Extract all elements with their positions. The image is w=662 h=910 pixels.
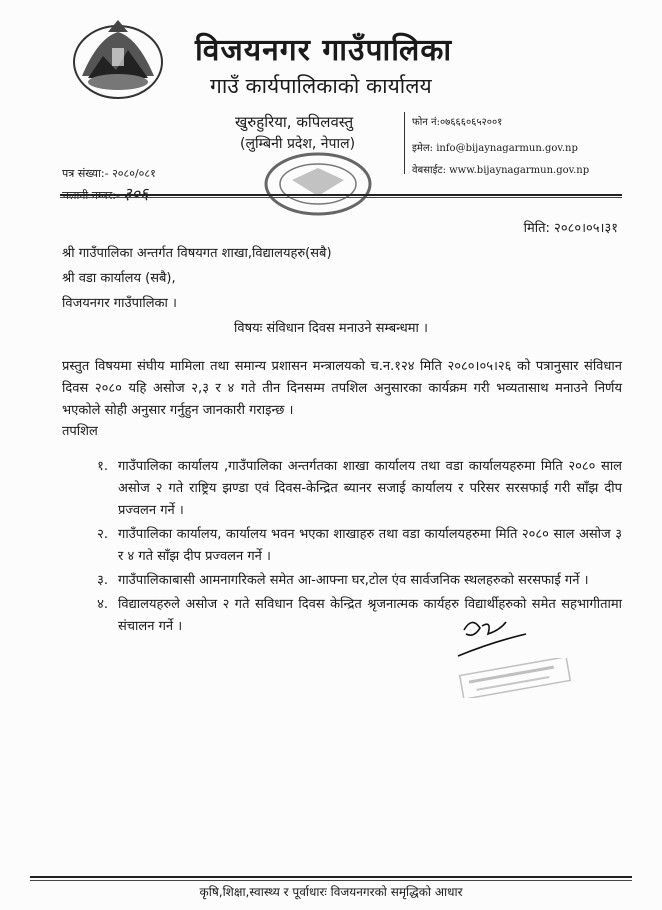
official-stamp-icon — [455, 658, 575, 702]
letter-body: प्रस्तुत विषयमा संघीय मामिला तथा समान्य प्रशासन मन्त्रालयको च.न.१२४ मिति २०८०।०५।२६ को पत्रानुसार संविधान दिवस २०८० यहि असोज २,३ र ४ गते तीन दिनसम्म तपशिल अनुसारका कार्यक्रम गरी भव्यतासाथ मनाउने निर्णय भएकोले सोही अनुसार गर्नुहुन जानकारी गराइन्छ । — [62, 359, 622, 418]
item-number: १. — [97, 459, 108, 474]
org-name: विजयनगर गाउँपालिका — [195, 33, 453, 68]
item-number: ४. — [97, 597, 108, 612]
letter-date: मिति: २०८०।०५।३१ — [523, 221, 618, 236]
dispatch-number-row — [62, 182, 148, 204]
dispatch-label: चलानी नम्बर:- — [62, 189, 120, 202]
office-location: खुरुहुरिया, कपिलवस्तु — [235, 113, 354, 131]
footer-rule — [30, 876, 632, 878]
office-seal-icon — [262, 150, 374, 222]
email-address: इमेल: info@bijaynagarmun.gov.np — [412, 143, 578, 154]
item-number: २. — [97, 527, 108, 542]
item-number: ३. — [97, 573, 108, 588]
list-item — [62, 456, 622, 522]
header-rule — [60, 194, 622, 196]
dispatch-number: ३०६ — [123, 184, 149, 203]
item-text: विद्यालयहरुले असोज २ गते सविधान दिवस केन्द्रित श्रृजनात्मक कार्यहरु विद्यार्थीहरुको समेत सहभागीतामा संचालन गर्ने । — [118, 597, 622, 634]
list-item — [62, 524, 622, 568]
footer-slogan: कृषि,शिक्षा,स्वास्थ्य र पूर्वाधारः विजयनगरको समृद्धिको आधार — [199, 885, 463, 899]
addressee-line: श्री गाउँपालिका अन्तर्गत विषयगत शाखा,विद्यालयहरु(सबै) — [62, 246, 332, 261]
item-text: गाउँपालिका कार्यालय, कार्यालय भवन भएका शाखाहरु तथा वडा कार्यालयहरुमा मिति २०८० साल असोज ३ र ४ गते साँझ दीप प्रज्वलन गर्ने । — [118, 527, 622, 564]
phone-number: फोन नं:०७६६६०६५२००१ — [412, 117, 503, 128]
nepal-emblem-icon — [68, 18, 168, 106]
addressee-line: श्री वडा कार्यालय (सबै), — [62, 271, 176, 286]
office-name: गाउँ कार्यपालिकाको कार्यालय — [210, 74, 432, 98]
list-item — [62, 594, 622, 638]
footer-rule-thin — [30, 880, 632, 881]
letter-number: पत्र संख्या:- २०८०/०८१ — [62, 167, 156, 180]
addressee-line: विजयनगर गाउँपालिका । — [62, 296, 177, 311]
program-list — [62, 456, 622, 640]
item-text: गाउँपालिका कार्यालय ,गाउँपालिका अन्तर्गतका शाखा कार्यालय तथा वडा कार्यालयहरुमा मिति २०८० साल असोज २ गते राष्ट्रिय झण्डा एवं दिवस-केन्द्रित ब्यानर सजाई कार्यालय र परिसर सरसफाई गरी साँझ दीप प्रज्वलन गर्ने । — [118, 459, 622, 518]
letter-subject: विषयः संविधान दिवस मनाउने सम्बन्धमा । — [234, 321, 428, 336]
header-divider — [404, 112, 405, 174]
website-address: वेबसाईट: www.bijaynagarmun.gov.np — [412, 165, 590, 176]
list-item — [62, 570, 622, 592]
header-rule-thin — [60, 197, 622, 198]
item-text: गाउँपालिकाबासी आमनागरिकले समेत आ-आफ्ना घर,टोल एंव सार्वजनिक स्थलहरुको सरसफाई गर्ने । — [118, 573, 589, 588]
office-province: (लुम्बिनी प्रदेश, नेपाल) — [240, 136, 356, 152]
tapsil-heading: तपशिल — [62, 424, 98, 439]
